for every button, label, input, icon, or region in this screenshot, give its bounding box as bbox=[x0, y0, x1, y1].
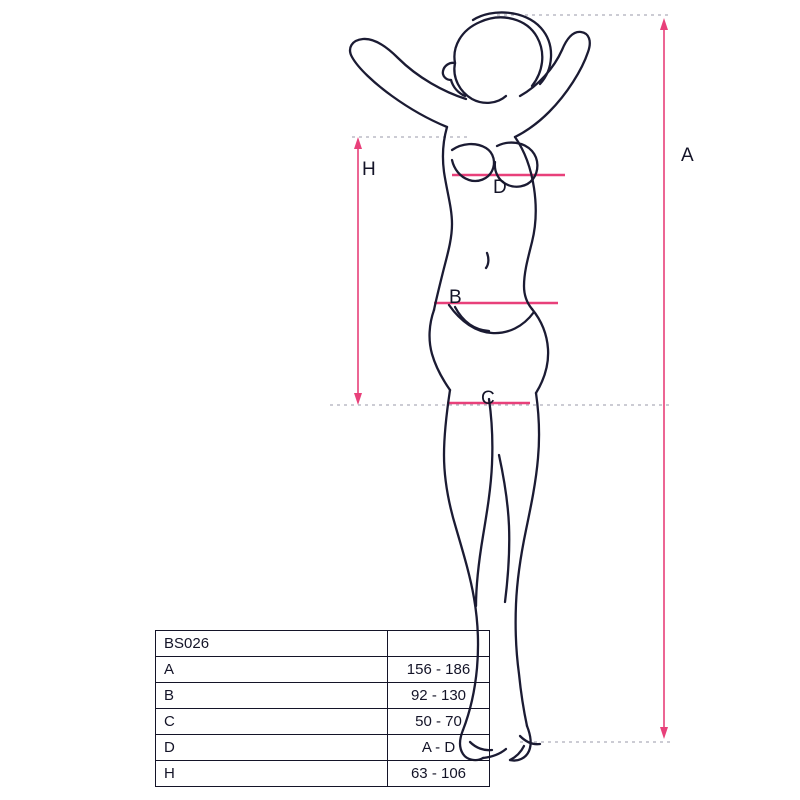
table-cell-value: 50 - 70 bbox=[388, 709, 490, 735]
table-cell-key: D bbox=[156, 735, 388, 761]
size-table bbox=[155, 630, 490, 787]
label-b: B bbox=[449, 287, 462, 308]
label-h: H bbox=[362, 159, 376, 180]
label-c: C bbox=[481, 388, 495, 409]
table-row bbox=[156, 761, 490, 787]
label-d: D bbox=[493, 177, 507, 198]
table-cell-value: A - D bbox=[388, 735, 490, 761]
table-cell-value: 156 - 186 bbox=[388, 657, 490, 683]
table-cell-key: B bbox=[156, 683, 388, 709]
table-row bbox=[156, 657, 490, 683]
table-row bbox=[156, 735, 490, 761]
table-cell-key: A bbox=[156, 657, 388, 683]
table-cell-key: C bbox=[156, 709, 388, 735]
table-cell-key: BS026 bbox=[156, 631, 388, 657]
table-row bbox=[156, 709, 490, 735]
table-cell-value bbox=[388, 631, 490, 657]
table-cell-key: H bbox=[156, 761, 388, 787]
table-row bbox=[156, 683, 490, 709]
table-cell-value: 63 - 106 bbox=[388, 761, 490, 787]
table-cell-value: 92 - 130 bbox=[388, 683, 490, 709]
table-row bbox=[156, 631, 490, 657]
label-a: A bbox=[681, 145, 694, 166]
